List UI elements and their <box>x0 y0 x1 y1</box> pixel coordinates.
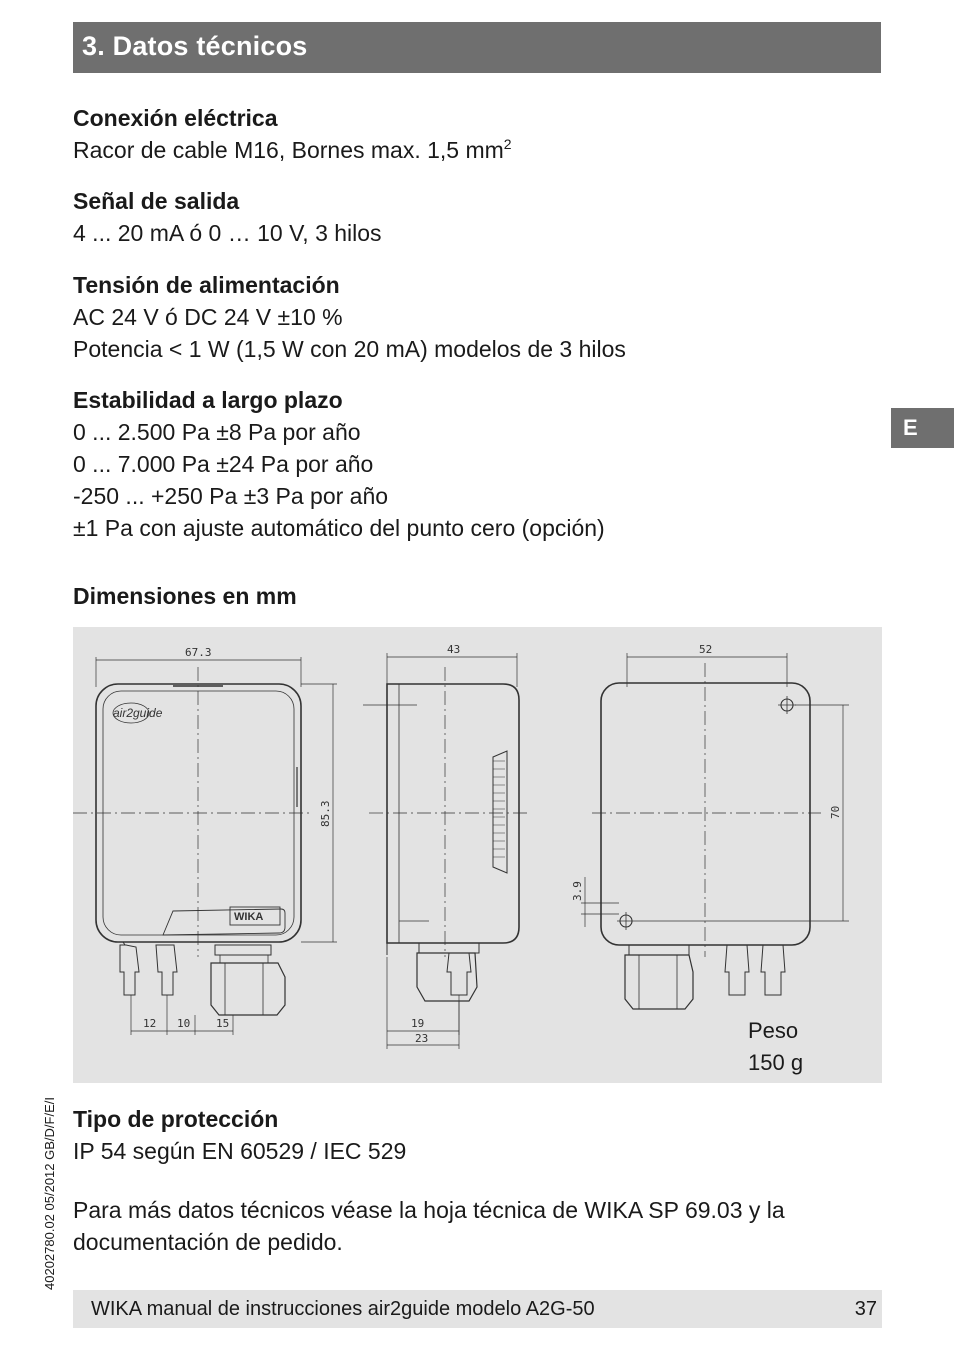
spacing-c-label: 15 <box>216 1017 230 1030</box>
side-b-label: 23 <box>415 1032 429 1045</box>
page-number: 37 <box>854 1298 877 1320</box>
section-title: 3. Datos técnicos <box>82 31 308 61</box>
wika-brand-label: WIKA <box>234 911 264 923</box>
note-line-2: documentación de pedido. <box>73 1229 343 1255</box>
language-tab <box>891 408 954 448</box>
supply-line-2: Potencia < 1 W (1,5 W con 20 mA) modelos de 3 hilos <box>73 336 626 362</box>
air2guide-logo: air2guide <box>113 706 163 720</box>
dimension-drawing <box>73 627 882 1083</box>
electrical-connection-block <box>73 102 512 166</box>
note-block <box>73 1194 785 1258</box>
supply-line-1: AC 24 V ó DC 24 V ±10 % <box>73 304 343 330</box>
weight-info <box>748 1015 803 1079</box>
electrical-heading: Conexión eléctrica <box>73 105 278 131</box>
protection-heading: Tipo de protección <box>73 1106 279 1132</box>
front-height-label: 85.3 <box>319 800 332 827</box>
stability-block <box>73 384 605 544</box>
spacing-b-label: 10 <box>177 1017 191 1030</box>
back-view <box>571 643 849 1009</box>
stability-line-3: -250 ... +250 Pa ±3 Pa por año <box>73 483 389 509</box>
hole-offset-label: 3.9 <box>571 881 584 901</box>
stability-heading: Estabilidad a largo plazo <box>73 387 343 413</box>
dimensions-heading: Dimensiones en mm <box>73 583 297 609</box>
side-view <box>363 643 529 1049</box>
dimensions-heading-block <box>73 580 297 612</box>
stability-line-4: ±1 Pa con ajuste automático del punto cero (opción) <box>73 515 605 541</box>
stability-line-1: 0 ... 2.500 Pa ±8 Pa por año <box>73 419 361 445</box>
side-depth-label: 43 <box>447 643 461 656</box>
supply-heading: Tensión de alimentación <box>73 272 340 298</box>
note-line-1: Para más datos técnicos véase la hoja técnica de WIKA SP 69.03 y la <box>73 1197 785 1223</box>
language-tab-label: E <box>903 415 918 440</box>
protection-line: IP 54 según EN 60529 / IEC 529 <box>73 1138 407 1164</box>
output-signal-block <box>73 185 382 249</box>
spacing-a-label: 12 <box>143 1017 157 1030</box>
back-height-label: 70 <box>829 805 842 819</box>
supply-voltage-block <box>73 269 626 365</box>
back-width-label: 52 <box>699 643 713 656</box>
protection-block <box>73 1103 406 1167</box>
page-footer <box>73 1290 882 1328</box>
weight-value: 150 g <box>748 1050 804 1075</box>
section-header <box>73 22 881 73</box>
front-view <box>73 646 337 1035</box>
weight-label: Peso <box>748 1018 799 1043</box>
stability-line-2: 0 ... 7.000 Pa ±24 Pa por año <box>73 451 374 477</box>
output-line: 4 ... 20 mA ó 0 … 10 V, 3 hilos <box>73 220 382 246</box>
footer-title: WIKA manual de instrucciones air2guide modelo A2G-50 <box>91 1298 595 1320</box>
front-width-label: 67.3 <box>185 646 212 659</box>
document-code: 40202780.02 05/2012 GB/D/F/E/I <box>42 1097 57 1290</box>
side-a-label: 19 <box>411 1017 425 1030</box>
output-heading: Señal de salida <box>73 188 240 214</box>
electrical-line: Racor de cable M16, Bornes max. 1,5 $mm^2$ <box>73 136 512 163</box>
